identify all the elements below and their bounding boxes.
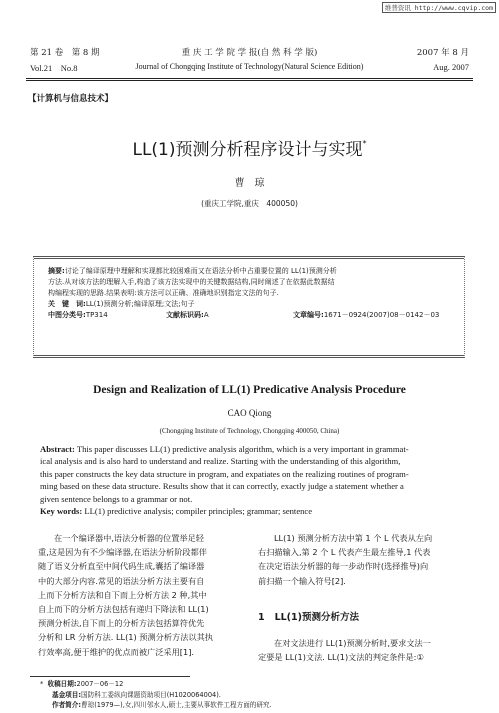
clc-value: TP314 (85, 311, 108, 319)
author-en: CAO Qiong (227, 408, 272, 418)
header-date-en: Aug. 2007 (433, 62, 469, 72)
body-left-line-9: 行效率高,便于维护的优点而被广泛采用[1]. (38, 646, 194, 657)
abstract-cn-line-1: 讨论了编译原理中理解和实现都比较困难而又在语法分析中占重要位置的 LL(1)预测分析 (64, 267, 337, 275)
abstract-en-label: Abstract: (40, 444, 75, 454)
body-left-line-4: 中的大部分内容.常见的语法分析方法主要有自 (38, 575, 205, 586)
body-left-line-8: 分析和 LR 分析方法. LL(1) 预测分析方法以其执 (38, 632, 213, 643)
abstract-en (40, 443, 465, 517)
header-volume-cn: 第 21 卷 第 8 期 (30, 48, 100, 58)
article-no-value: 1671－0924(2007)08－0142－03 (323, 311, 440, 319)
body-left-line-7: 预测分析法,自下而上的分析方法包括算符优先 (38, 618, 205, 629)
header-date-cn: 2007 年 8 月 (416, 48, 469, 58)
title-cn-text: LL(1)预测分析程序设计与实现 (132, 140, 363, 160)
title-footnote-mark: * (362, 139, 367, 148)
section-1-number: 1 (258, 612, 265, 623)
body-right-column (258, 531, 464, 588)
body-right-column-2 (258, 636, 464, 664)
keywords-cn: LL(1)预测分析;编译原理;文法;句子 (85, 300, 195, 308)
header-journal-en: Journal of Chongqing Institute of Technology(Natural Science Edition) (135, 62, 364, 71)
clc-label: 中图分类号: (48, 311, 86, 319)
fund-text: 国防科工委纵向课题资助项目(H1020064004). (81, 690, 221, 699)
header-journal-cn: 重 庆 工 学 院 学 报(自 然 科 学 版) (181, 48, 318, 58)
doc-code-label: 文献标识码: (166, 311, 204, 319)
abstract-cn (48, 266, 456, 321)
doc-code-value: A (203, 311, 209, 319)
keywords-en: LL(1) predictive analysis; compiler principles; grammar; sentence (84, 506, 313, 517)
received-label: 收稿日期: (47, 680, 77, 688)
footnote-bullet: * (40, 680, 44, 688)
abstract-en-line-3: this paper constructs the key data structure in program, and expatiates on the realizing routines of program- (40, 468, 409, 479)
body-right-line-5: 在对文法进行 LL(1)预测分析时,要求文法一 (274, 638, 431, 648)
body-left-column (38, 531, 240, 659)
keywords-en-label: Key words: (40, 506, 83, 517)
body-left-line-2: 重,这是因为有不少编译器,在语法分析阶段都伴 (38, 547, 207, 558)
keywords-cn-label: 关 键 词: (48, 300, 86, 308)
footnote (40, 679, 460, 711)
received-date: 2007－06－12 (76, 680, 124, 688)
abstract-en-line-2: ical analysis and is also hard to understand and realize. Starting with the understanding of this algorithm, (40, 456, 401, 467)
bio-label: 作者简介: (52, 701, 82, 709)
affiliation-en: (Chongqing Institute of Technology, Chongqing 400050, China) (159, 427, 340, 435)
abstract-en-line-5: given sentence belongs to a grammar or not. (40, 493, 193, 504)
body-left-line-6: 自上而下的分析方法包括有递归下降法和 LL(1) (38, 604, 209, 615)
header-rule (26, 78, 473, 79)
header-rule-2 (26, 80, 473, 81)
body-left-line-1: 在一个编译器中,语法分析器的位置举足轻 (54, 533, 204, 543)
section-1-title: LL(1)预测分析方法 (274, 612, 359, 623)
footnote-rule (30, 676, 190, 677)
author-cn: 曹 琼 (234, 178, 265, 189)
body-left-line-3: 随了语义分析直至中间代码生成,囊括了编译器 (38, 561, 205, 572)
body-right-line-6: 定要是 LL(1)文法. LL(1)文法的判定条件是:① (258, 652, 424, 663)
section-tag: 【计算机与信息技术】 (28, 94, 114, 104)
header-volume-en: Vol.21 No.8 (30, 63, 78, 73)
abstract-cn-label: 摘要: (48, 267, 65, 275)
fund-label: 基金项目: (52, 690, 82, 699)
watermark: 维普资讯 http://www.cqvip.com (382, 2, 496, 13)
abstract-en-line-4: ming based on these data structure. Results show that it can correctly, exactly judge a statement whether a (40, 481, 404, 492)
abstract-cn-line-2: 方法.从对该方法的理解入手,构造了该方法实现中的关键数据结构,同时阐述了在依据此数据结 (48, 278, 335, 286)
abstract-en-line-1: This paper discusses LL(1) predictive analysis algorithm, which is a very important in grammat- (76, 444, 409, 454)
body-right-line-3: 在决定语法分析器的每一步动作时(选择推导)向 (258, 561, 429, 572)
page-title (0, 135, 499, 160)
body-right-line-4: 前扫描一个输入符号[2]. (258, 575, 346, 586)
section-1-heading (258, 609, 359, 623)
abstract-cn-line-3: 构编程实现的思路.结果表明:该方法可以正确、准确地识别指定文法的句子. (48, 289, 279, 297)
body-left-line-5: 上而下分析方法和自下而上分析方法 2 种,其中 (38, 589, 207, 600)
title-en: Design and Realization of LL(1) Predicative Analysis Procedure (93, 384, 406, 396)
body-right-line-1: LL(1) 预测分析方法中第 1 个 L 代表从左向 (274, 533, 433, 543)
affiliation-cn: (重庆工学院,重庆 400050) (201, 199, 298, 208)
article-no-label: 文章编号: (293, 311, 324, 319)
body-right-line-2: 右扫描输入,第 2 个 L 代表产生最左推导,1 代表 (258, 547, 431, 558)
bio-text: 曹琼(1979—),女,四川邻水人,硕士,主要从事软件工程方面的研究. (81, 701, 272, 709)
